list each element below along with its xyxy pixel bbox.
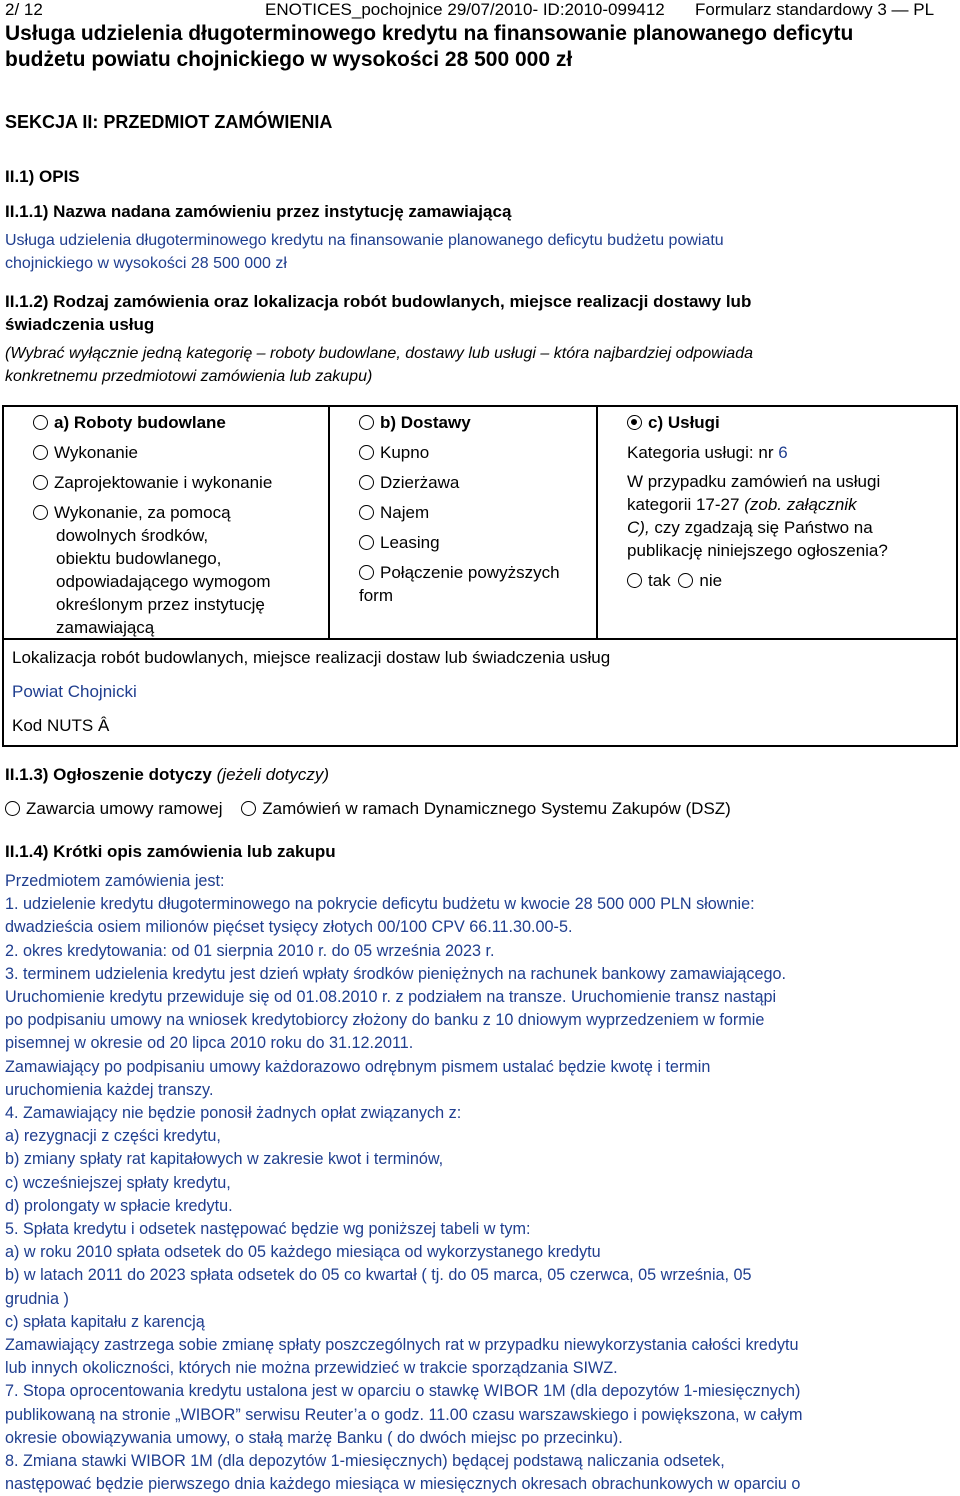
ii14-description [5, 870, 802, 1496]
description-line: 4. Zamawiający nie będzie ponosił żadnych opłat związanych z: [5, 1104, 462, 1123]
dsz-label: Zamówień w ramach Dynamicznego Systemu Zakupów (DSZ) [262, 799, 731, 818]
description-line: Zamawiający zastrzega sobie zmianę spłaty poszczególnych rat w przypadku niewykorzystania całości kredytu [5, 1336, 799, 1355]
supplies-opt3-radio[interactable] [359, 505, 374, 520]
works-column [33, 411, 323, 639]
supplies-opt5-radio[interactable] [359, 565, 374, 580]
dsz-radio[interactable] [241, 801, 256, 816]
ii13-options [5, 799, 731, 819]
ii12-heading-1: II.1.2) Rodzaj zamówienia oraz lokalizacja robót budowlanych, miejsce realizacji dostawy lub [5, 292, 752, 311]
page-number: 2/ 12 [5, 0, 43, 19]
services-question: publikację niniejszego ogłoszenia? [627, 541, 888, 560]
works-opt3-label: Wykonanie, za pomocą [54, 503, 231, 522]
ii13-heading-note: (jeżeli dotyczy) [216, 765, 330, 784]
ii11-heading: II.1.1) Nazwa nadana zamówieniu przez instytucję zamawiającą [5, 202, 512, 221]
location-value: Powiat Chojnicki [12, 682, 137, 701]
supplies-opt2-label: Dzierżawa [380, 473, 460, 492]
ii12-note-1: (Wybrać wyłącznie jedną kategorię – roboty budowlane, dostawy lub usługi – która najbardziej odpowiada [5, 345, 753, 362]
form-type: Formularz standardowy 3 — PL [695, 0, 935, 19]
description-line: Zamawiający po podpisaniu umowy każdorazowo odrębnym pismem ustalać będzie kwotę i termin [5, 1057, 711, 1076]
supplies-radio[interactable] [359, 415, 374, 430]
description-line: publikowaną na stronie „WIBOR” serwisu Reuter’a o godz. 11.00 czasu warszawskiego i powiększona, w całym [5, 1405, 803, 1424]
supplies-opt5-label: form [359, 586, 393, 605]
ii13-heading-text: II.1.3) Ogłoszenie dotyczy [5, 765, 212, 784]
description-line: b) zmiany spłaty rat kapitałowych w zakresie kwot i terminów, [5, 1150, 444, 1169]
works-opt3-label: zamawiającą [56, 618, 155, 637]
works-opt3-label: obiektu budowlanego, [56, 549, 222, 568]
description-line: 5. Spłata kredytu i odsetek następować będzie wg poniższej tabeli w tym: [5, 1220, 531, 1239]
description-line: okresie obowiązywania umowy, o stałą marżę Banku ( do dwóch miejsc po przecinku). [5, 1428, 623, 1447]
works-opt1-radio[interactable] [33, 445, 48, 460]
services-question: W przypadku zamówień na usługi [627, 472, 881, 491]
ii13-heading [5, 765, 329, 785]
supplies-opt1-radio[interactable] [359, 445, 374, 460]
supplies-opt2-radio[interactable] [359, 475, 374, 490]
ii12-heading-2: świadczenia usług [5, 315, 155, 334]
description-line: pisemnej w okresie od 20 lipca 2010 roku do 31.12.2011. [5, 1034, 414, 1053]
location-label: Lokalizacja robót budowlanych, miejsce realizacji dostaw lub świadczenia usług [12, 648, 611, 667]
supplies-title: b) Dostawy [380, 413, 471, 432]
title-line-2: budżetu powiatu chojnickiego w wysokości 28 500 000 zł [5, 48, 573, 71]
nuts-code: Kod NUTS Â [12, 716, 110, 735]
works-radio[interactable] [33, 415, 48, 430]
description-line: 8. Zmiana stawki WIBOR 1M (dla depozytów 1-miesięcznych) będącej podstawą naliczania odsetek, [5, 1452, 725, 1471]
ii12-note-2: konkretnemu przedmiotowi zamówienia lub zakupu) [5, 368, 373, 385]
description-line: 7. Stopa oprocentowania kredytu ustalona jest w oparciu o stawkę WIBOR 1M (dla depozytów 1-miesięcznych) [5, 1382, 801, 1401]
services-question-note: C), [627, 518, 650, 537]
ii14-heading: II.1.4) Krótki opis zamówienia lub zakupu [5, 842, 336, 861]
supplies-opt5-label: Połączenie powyższych [380, 563, 560, 582]
description-line: dwadzieścia osiem milionów pięćset tysięcy złotych 00/100 CPV 66.11.30.00-5. [5, 918, 573, 937]
description-line: po podpisaniu umowy na wniosek kredytobiorcy złożony do banku z 10 dniowym wyprzedzeniem w formie [5, 1011, 765, 1030]
description-line: a) w roku 2010 spłata odsetek do 05 każdego miesiąca od wykorzystanego kredytu [5, 1243, 601, 1262]
description-line: c) wcześniejszej spłaty kredytu, [5, 1173, 231, 1192]
document-id: ENOTICES_pochojnice 29/07/2010- ID:2010-099412 [265, 0, 665, 19]
title-line-1: Usługa udzielenia długoterminowego kredytu na finansowanie planowanego deficytu [5, 22, 854, 45]
works-opt3-radio[interactable] [33, 505, 48, 520]
description-line: następować będzie pierwszego dnia każdego miesiąca w miesięcznych okresach obrachunkowych w oparciu o [5, 1475, 801, 1494]
description-line: uruchomienia każdej transzy. [5, 1080, 214, 1099]
ii11-line-2: chojnickiego w wysokości 28 500 000 zł [5, 255, 287, 272]
services-question: czy zgadzają się Państwo na [654, 518, 873, 537]
no-radio[interactable] [678, 573, 693, 588]
description-line: Przedmiotem zamówienia jest: [5, 872, 225, 890]
description-line: b) w latach 2011 do 2023 spłata odsetek do 05 co kwartał ( tj. do 05 marca, 05 czerwca, 05 września, 05 [5, 1266, 752, 1285]
framework-radio[interactable] [5, 801, 20, 816]
services-column [627, 411, 952, 592]
description-line: grudnia ) [5, 1289, 69, 1308]
yes-label: tak [648, 571, 671, 590]
description-line: a) rezygnacji z części kredytu, [5, 1127, 221, 1146]
no-label: nie [699, 571, 723, 590]
services-question-note: (zob. załącznik [744, 495, 857, 514]
ii11-line-1: Usługa udzielenia długoterminowego kredytu na finansowanie planowanego deficytu budżetu powiatu [5, 232, 724, 249]
works-opt2-radio[interactable] [33, 475, 48, 490]
works-opt3-label: dowolnych środków, [56, 526, 209, 545]
description-line: 3. terminem udzielenia kredytu jest dzień wpłaty środków pieniężnych na rachunek bankowy zamawiającego. [5, 964, 787, 983]
supplies-opt1-label: Kupno [380, 443, 430, 462]
works-opt3-label: odpowiadającego wymogom [56, 572, 271, 591]
ii1-heading: II.1) OPIS [5, 167, 80, 186]
yes-radio[interactable] [627, 573, 642, 588]
services-radio-selected[interactable] [627, 415, 642, 430]
supplies-opt3-label: Najem [380, 503, 430, 522]
description-line: 2. okres kredytowania: od 01 sierpnia 2010 r. do 05 września 2023 r. [5, 941, 495, 960]
works-title: a) Roboty budowlane [54, 413, 226, 432]
services-title: c) Usługi [648, 413, 720, 432]
category-label: Kategoria usługi: nr [627, 443, 774, 462]
description-line: 1. udzielenie kredytu długoterminowego na pokrycie deficytu budżetu w kwocie 28 500 000 PLN słownie: [5, 895, 755, 914]
divider [596, 405, 598, 639]
supplies-opt4-radio[interactable] [359, 535, 374, 550]
description-line: Uruchomienie kredytu przewiduje się od 01.08.2010 r. z podziałem na transze. Uruchomienie transz nastąpi [5, 988, 777, 1007]
works-opt3-label: określonym przez instytucję [56, 595, 265, 614]
section-heading: SEKCJA II: PRZEDMIOT ZAMÓWIENIA [5, 112, 333, 132]
framework-label: Zawarcia umowy ramowej [26, 799, 223, 818]
description-line: d) prolongaty w spłacie kredytu. [5, 1196, 233, 1215]
category-value: 6 [778, 443, 788, 462]
supplies-column [359, 411, 594, 607]
description-line: c) spłata kapitału z karencją [5, 1312, 205, 1331]
works-opt1-label: Wykonanie [54, 443, 138, 462]
works-opt2-label: Zaprojektowanie i wykonanie [54, 473, 273, 492]
services-question: kategorii 17-27 [627, 495, 740, 514]
description-line: lub innych okoliczności, których nie można przewidzieć w trakcie sporządzania SIWZ. [5, 1359, 618, 1378]
supplies-opt4-label: Leasing [380, 533, 440, 552]
divider [328, 405, 330, 639]
